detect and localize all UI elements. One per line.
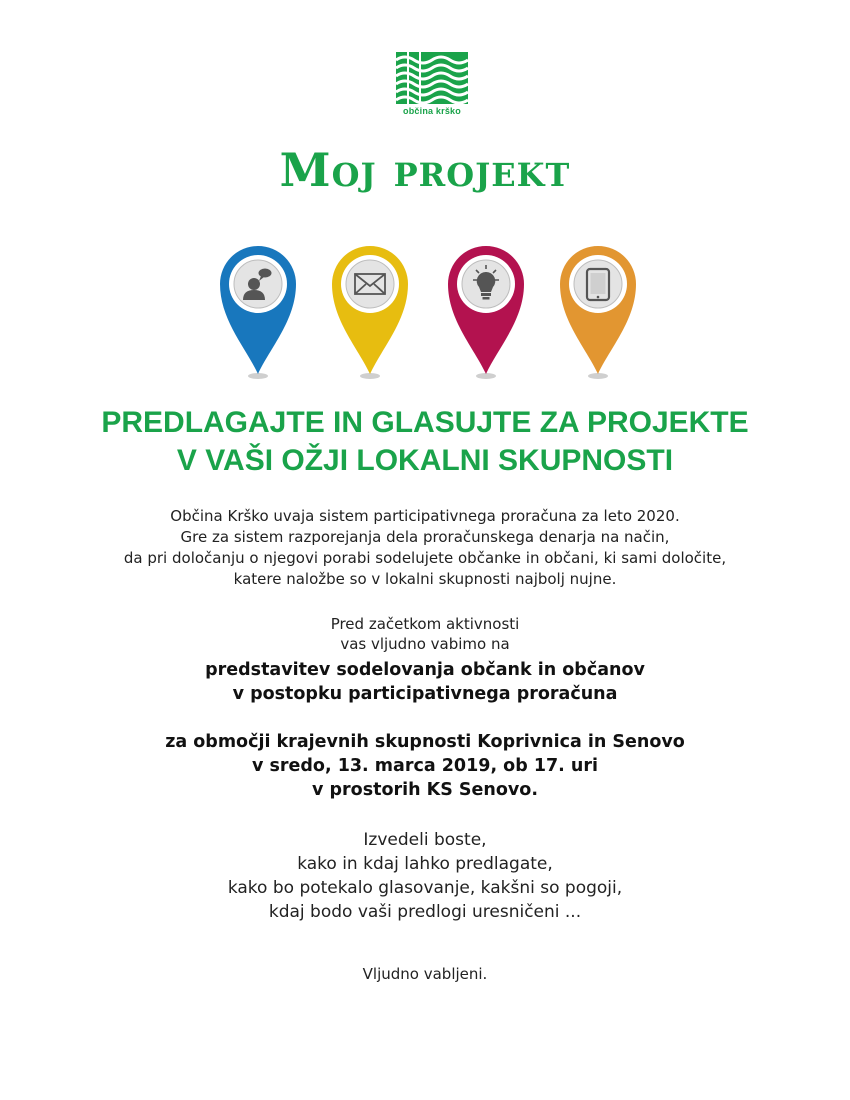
intro-line-3: da pri določanju o njegovi porabi sodelujete občanke in občani, ki sami določite,: [123, 549, 727, 567]
presentation-title: [0, 658, 850, 706]
outro-line-2: kako in kdaj lahko predlagate,: [297, 854, 553, 874]
invite-paragraph: [0, 614, 850, 654]
pin-orange: [556, 240, 640, 382]
intro-line-1: Občina Krško uvaja sistem participativnega proračuna za leto 2020.: [170, 507, 680, 525]
invite-line-2: vas vljudno vabimo na: [340, 635, 510, 653]
intro-line-4: katere naložbe so v lokalni skupnosti najbolj nujne.: [233, 570, 617, 588]
event-line-3: v prostorih KS Senovo.: [312, 780, 538, 800]
icon-pins: [0, 240, 850, 390]
pin-yellow: [328, 240, 412, 382]
pin-blue: [216, 240, 300, 382]
presentation-line-2: v postopku participativnega proračuna: [232, 684, 618, 704]
outro-line-4: kdaj bodo vaši predlogi uresničeni ...: [268, 902, 582, 922]
page-title: Moj projekt: [279, 143, 571, 197]
closing-text: Vljudno vabljeni.: [362, 965, 488, 983]
outro-line-3: kako bo potekalo glasovanje, kakšni so pogoji,: [227, 878, 623, 898]
waves-logo-icon: [396, 52, 468, 104]
outro-paragraph: [0, 828, 850, 924]
pin-magenta: [444, 240, 528, 382]
outro-line-1: Izvedeli boste,: [363, 830, 487, 850]
event-details: [0, 730, 850, 802]
event-line-2: v sredo, 13. marca 2019, ob 17. uri: [251, 756, 599, 776]
invite-line-1: Pred začetkom aktivnosti: [330, 615, 520, 633]
municipality-logo: [396, 52, 468, 118]
headline-line-1: PREDLAGAJTE IN GLASUJTE ZA PROJEKTE: [101, 406, 749, 439]
event-line-1: za območji krajevnih skupnosti Koprivnica in Senovo: [165, 732, 685, 752]
headline: [0, 404, 850, 480]
headline-line-2: V VAŠI OŽJI LOKALNI SKUPNOSTI: [176, 444, 674, 477]
presentation-line-1: predstavitev sodelovanja občank in občanov: [205, 660, 645, 680]
intro-line-2: Gre za sistem razporejanja dela proračunskega denarja na način,: [180, 528, 670, 546]
logo-text: občina krško: [403, 106, 461, 116]
intro-paragraph: [0, 506, 850, 590]
